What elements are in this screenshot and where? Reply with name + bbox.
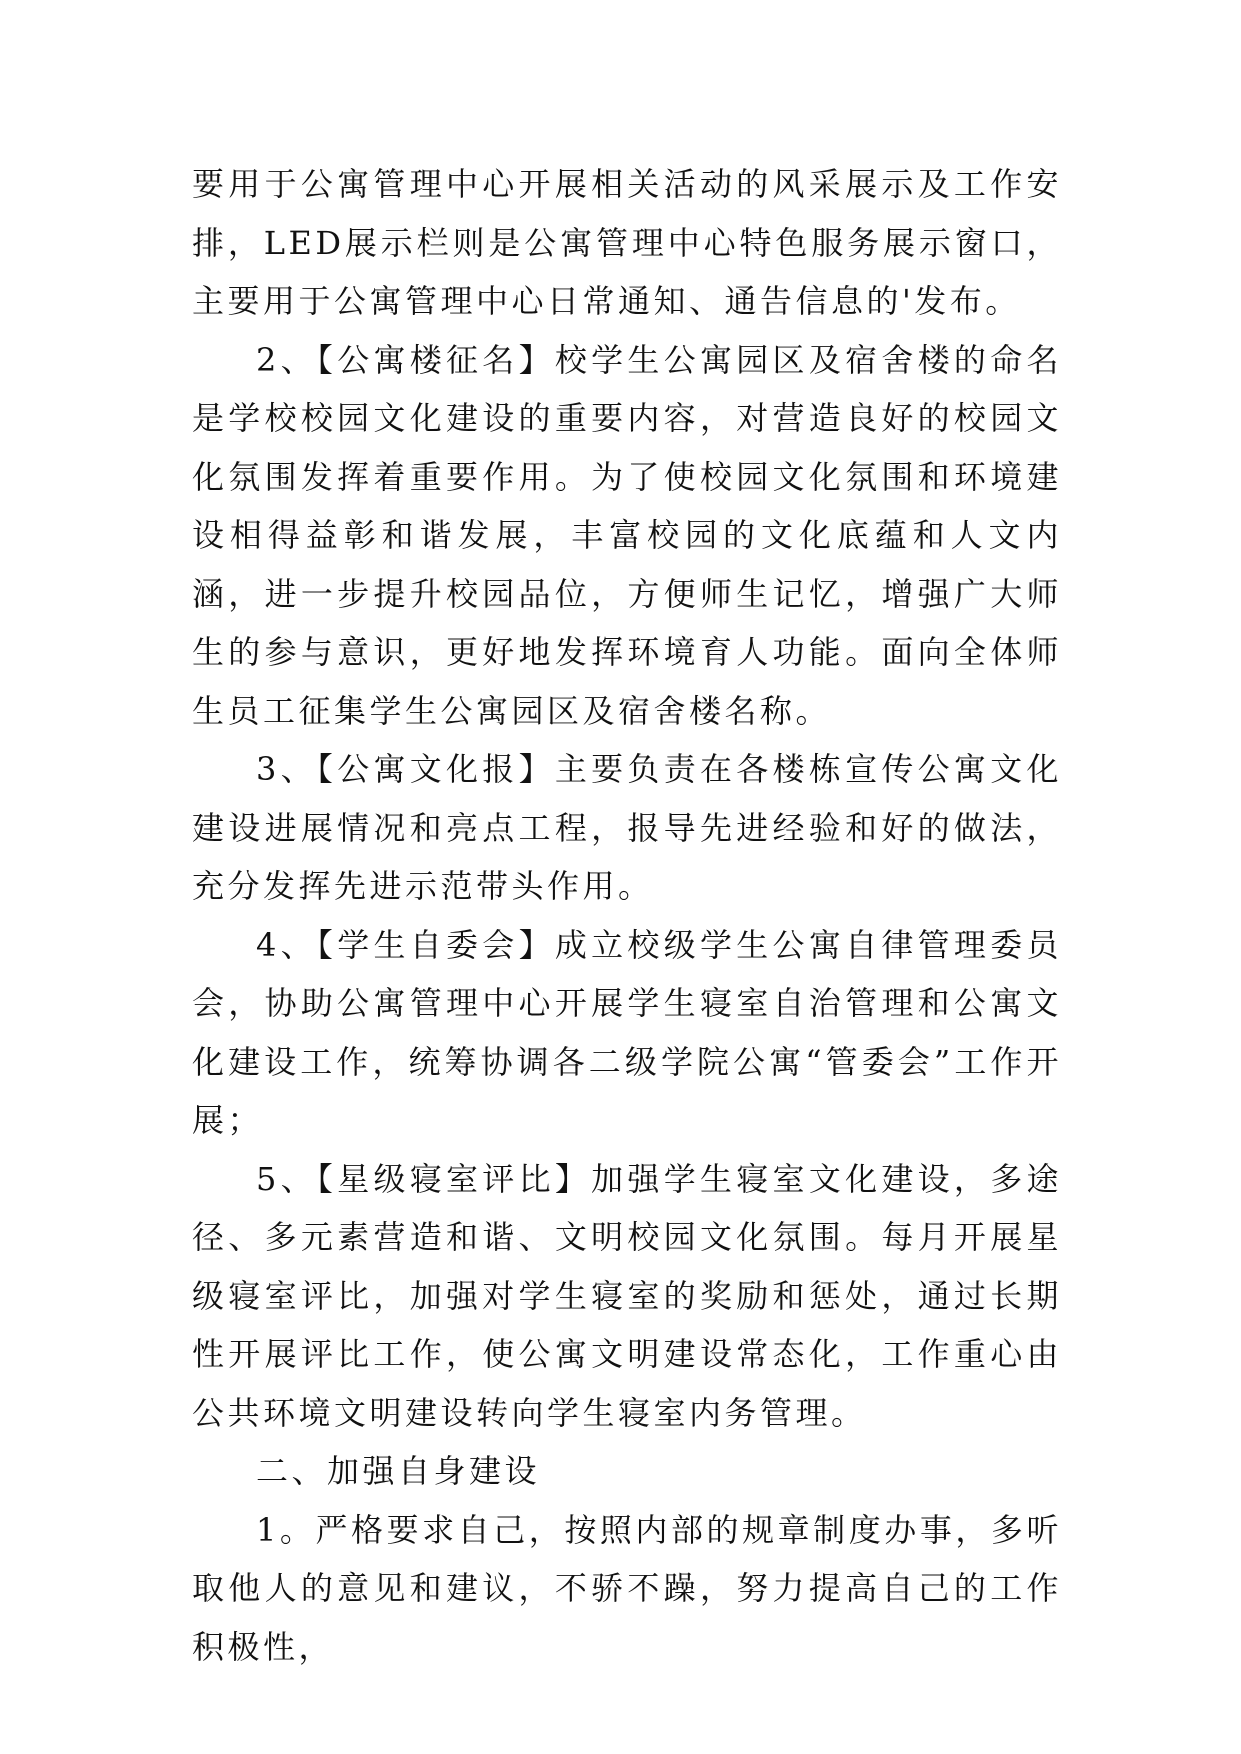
paragraph-building-naming: 2、【公寓楼征名】校学生公寓园区及宿舍楼的命名是学校校园文化建设的重要内容，对营造良好的校园文化氛围发挥着重要作用。为了使校园文化氛围和环境建设相得益彰和谐发展，丰富校园的文化底蕴和人文内涵，进一步提升校园品位，方便师生记忆，增强广大师生的参与意识，更好地发挥环境育人功能。面向全体师生员工征集学生公寓园区及宿舍楼名称。 (192, 340, 1062, 730)
document-body (192, 155, 1062, 1676)
paragraph-star-dorm-rating: 5、【星级寝室评比】加强学生寝室文化建设，多途径、多元素营造和谐、文明校园文化氛围。每月开展星级寝室评比，加强对学生寝室的奖励和惩处，通过长期性开展评比工作，使公寓文明建设常态化，工作重心由公共环境文明建设转向学生寝室内务管理。 (192, 1159, 1062, 1432)
paragraph-student-committee: 4、【学生自委会】成立校级学生公寓自律管理委员会，协助公寓管理中心开展学生寝室自治管理和公寓文化建设工作，统筹协调各二级学院公寓“管委会”工作开展； (192, 925, 1062, 1139)
paragraph-apartment-display: 要用于公寓管理中心开展相关活动的风采展示及工作安排，LED展示栏则是公寓管理中心特色服务展示窗口，主要用于公寓管理中心日常通知、通告信息的'发布。 (192, 165, 1062, 320)
section-heading-self-building: 二、加强自身建设 (256, 1452, 541, 1490)
paragraph-culture-newsletter: 3、【公寓文化报】主要负责在各楼栋宣传公寓文化建设进展情况和亮点工程，报导先进经验和好的做法，充分发挥先进示范带头作用。 (192, 750, 1062, 905)
paragraph-strict-requirements: 1。严格要求自己，按照内部的规章制度办事，多听取他人的意见和建议，不骄不躁，努力提高自己的工作积极性， (192, 1510, 1062, 1666)
